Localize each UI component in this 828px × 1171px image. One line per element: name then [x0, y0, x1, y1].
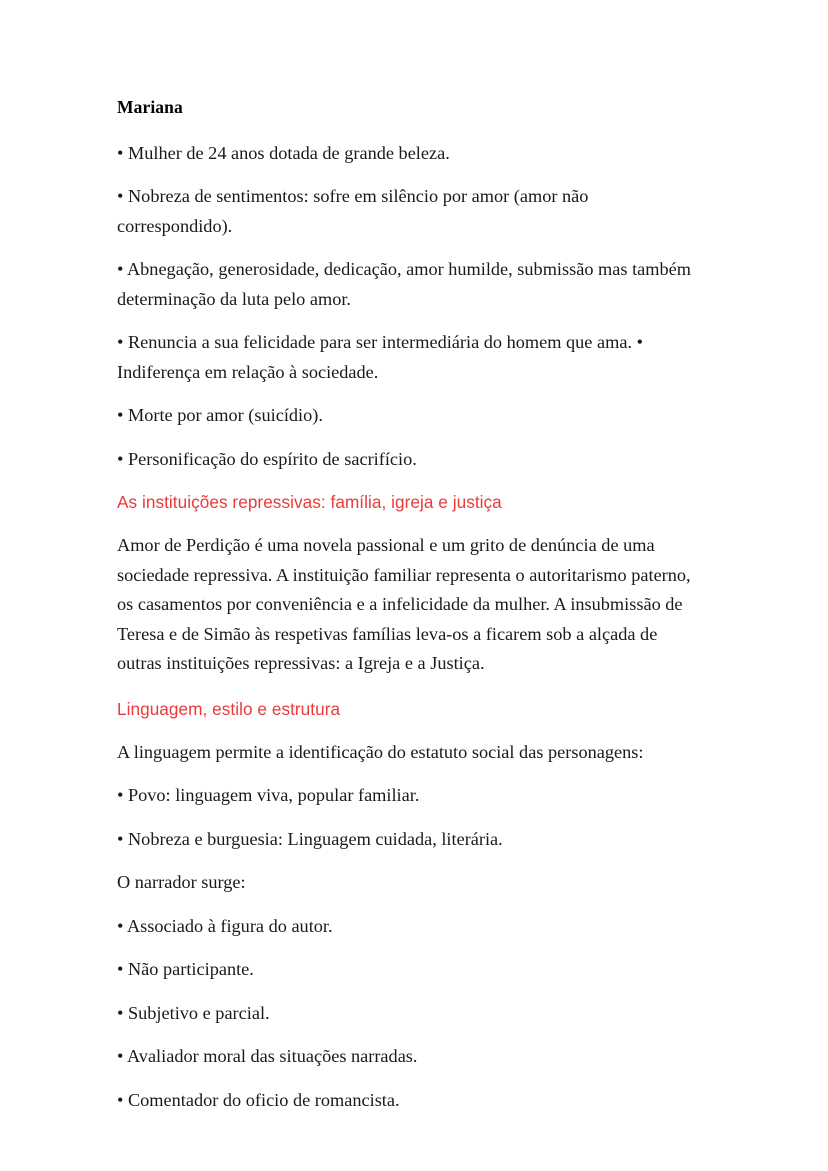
page-title: Mariana	[117, 97, 183, 117]
list-item: • Morte por amor (suicídio).	[117, 405, 323, 426]
list-item: • Abnegação, generosidade, dedicação, amor humilde, submissão mas também determinação da luta pelo amor.	[117, 259, 691, 309]
paragraph-narrador-intro: O narrador surge:	[117, 872, 246, 893]
section-heading-linguagem: Linguagem, estilo e estrutura	[117, 698, 341, 719]
list-item: • Renuncia a sua felicidade para ser intermediária do homem que ama. • Indiferença em relação à sociedade.	[117, 332, 643, 382]
section-heading-instituicoes: As instituições repressivas: família, igreja e justiça	[117, 492, 502, 513]
list-item: • Mulher de 24 anos dotada de grande beleza.	[117, 142, 450, 163]
list-item: • Não participante.	[117, 959, 254, 980]
list-item: • Nobreza e burguesia: Linguagem cuidada, literária.	[117, 828, 503, 849]
list-item: • Nobreza de sentimentos: sofre em silêncio por amor (amor não correspondido).	[117, 186, 589, 236]
list-item: • Povo: linguagem viva, popular familiar.	[117, 785, 420, 806]
paragraph-linguagem-intro: A linguagem permite a identificação do estatuto social das personagens:	[117, 741, 644, 762]
list-item: • Comentador do oficio de romancista.	[117, 1089, 400, 1110]
list-item: • Subjetivo e parcial.	[117, 1002, 270, 1023]
list-item: • Associado à figura do autor.	[117, 915, 333, 936]
paragraph-instituicoes: Amor de Perdição é uma novela passional e um grito de denúncia de uma sociedade repressiva. A instituição familiar representa o autoritarismo paterno, os casamentos por conveniência e a infelicidade da mulher. A insubmissão de Teresa e de Simão às respetivas famílias leva-os a ficarem sob a alçada de outras instituições repressivas: a Igreja e a Justiça.	[117, 535, 691, 674]
list-item: • Personificação do espírito de sacrifício.	[117, 448, 417, 469]
list-item: • Avaliador moral das situações narradas.	[117, 1046, 418, 1067]
